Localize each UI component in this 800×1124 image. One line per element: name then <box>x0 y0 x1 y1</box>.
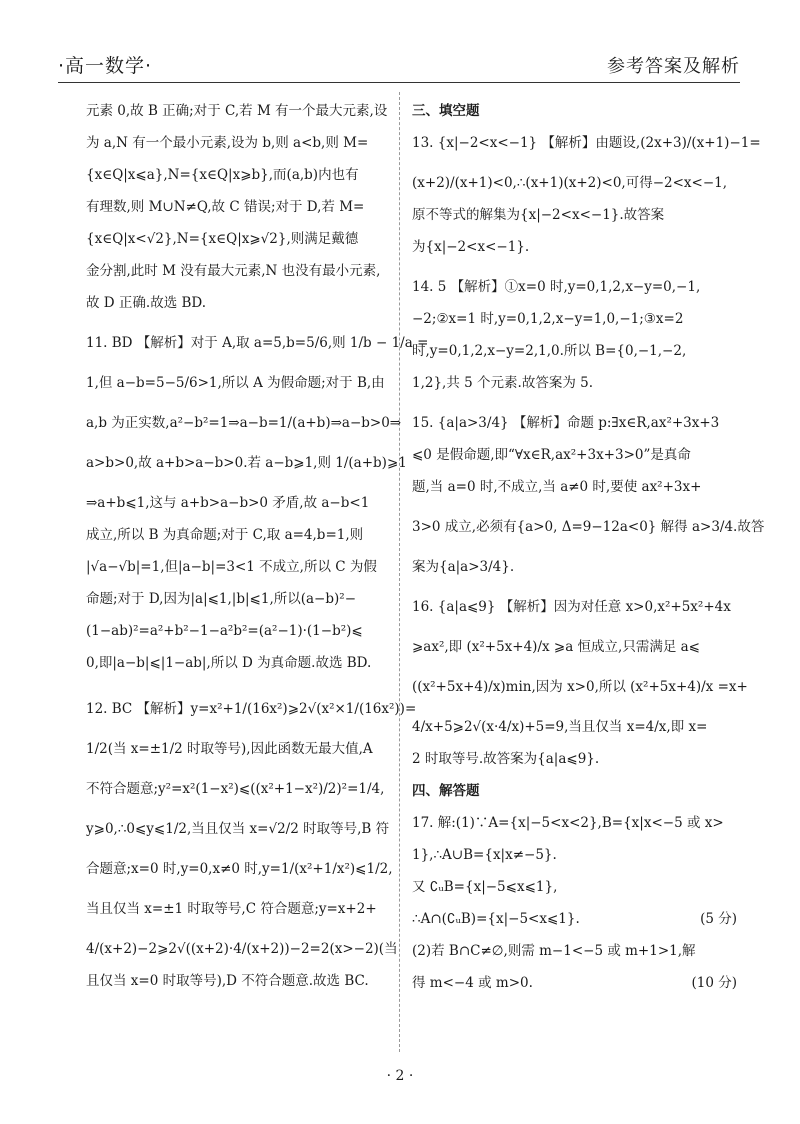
answer-15-line: 15. {a|a>3/4} 【解析】命题 p:∃x∈R,ax²+3x+3 <box>412 415 720 431</box>
score-label: (5 分) <box>700 911 737 927</box>
text-line: 3>0 成立,必须有{a>0, Δ=9−12a<0} 解得 a>3/4.故答 <box>412 519 765 535</box>
right-column <box>412 95 765 999</box>
text-line: 时,y=0,1,2,x−y=2,1,0.所以 B={0,−1,−2, <box>412 343 687 359</box>
page-number: · 2 · <box>386 1068 414 1084</box>
text-line: −2;②x=1 时,y=0,1,2,x−y=1,0,−1;③x=2 <box>412 311 684 327</box>
text-line: 金分割,此时 M 没有最大元素,N 也没有最小元素, <box>86 263 381 279</box>
text-line: ((x²+5x+4)/x)min,因为 x>0,所以 (x²+5x+4)/x =x+ <box>412 679 748 695</box>
text-line: 当且仅当 x=±1 时取等号,C 符合题意;y=x+2+ <box>86 901 377 917</box>
column-divider <box>399 92 400 1052</box>
text-line: 合题意;x=0 时,y=0,x≠0 时,y=1/(x²+1/x²)⩽1/2, <box>86 861 393 877</box>
text-line: ⩽0 是假命题,即“∀x∈R,ax²+3x+3>0”是真命 <box>412 447 691 463</box>
answer-11-line: 11. BD 【解析】对于 A,取 a=5,b=5/6,则 1/b − 1/a = <box>86 335 429 351</box>
text-line: 1,但 a−b=5−5/6>1,所以 A 为假命题;对于 B,由 <box>86 375 385 391</box>
text-line: (1−ab)²=a²+b²−1−a²b²=(a²−1)·(1−b²)⩽ <box>86 623 363 639</box>
header-subject: ·高一数学· <box>58 55 153 77</box>
text-line: 为{x|−2<x<−1}. <box>412 239 530 255</box>
header-title: 参考答案及解析 <box>607 56 740 77</box>
text-span: ∴A∩(∁ᵤB)={x|−5<x⩽1}. <box>412 911 580 927</box>
text-line: a,b 为正实数,a²−b²=1⇒a−b=1/(a+b)⇒a−b>0⇒ <box>86 415 402 431</box>
text-line <box>412 903 737 935</box>
header-rule <box>58 82 740 83</box>
text-line: 为 a,N 有一个最小元素,设为 b,则 a<b,则 M= <box>86 135 369 151</box>
text-line: 不符合题意;y²=x²(1−x²)⩽((x²+1−x²)/2)²=1/4, <box>86 781 385 797</box>
answer-13-line: 13. {x|−2<x<−1} 【解析】由题设,(2x+3)/(x+1)−1= <box>412 135 761 151</box>
text-line: 案为{a|a>3/4}. <box>412 559 515 575</box>
text-line: 4/(x+2)−2⩾2√((x+2)·4/(x+2))−2=2(x>−2)(当 <box>86 941 398 957</box>
text-line: 命题;对于 D,因为|a|⩽1,|b|⩽1,所以(a−b)²− <box>86 591 356 607</box>
text-line: a>b>0,故 a+b>a−b>0.若 a−b⩾1,则 1/(a+b)⩾1 <box>86 455 407 471</box>
text-line: 成立,所以 B 为真命题;对于 C,取 a=4,b=1,则 <box>86 527 364 543</box>
answer-17-line: 17. 解:(1)∵A={x|−5<x<2},B={x|x<−5 或 x> <box>412 815 724 831</box>
text-line: 故 D 正确.故选 BD. <box>86 295 207 311</box>
text-line: y⩾0,∴0⩽y⩽1/2,当且仅当 x=√2/2 时取等号,B 符 <box>86 821 390 837</box>
text-line: 且仅当 x=0 时取等号),D 不符合题意.故选 BC. <box>86 973 369 989</box>
answer-14-line: 14. 5 【解析】①x=0 时,y=0,1,2,x−y=0,−1, <box>412 279 701 295</box>
text-line: 又 ∁ᵤB={x|−5⩽x⩽1}, <box>412 879 558 895</box>
text-line: 有理数,则 M∪N≠Q,故 C 错误;对于 D,若 M= <box>86 199 365 215</box>
text-line: 2 时取等号.故答案为{a|a⩽9}. <box>412 751 600 767</box>
text-span: 得 m<−4 或 m>0. <box>412 975 533 991</box>
text-line: 元素 0,故 B 正确;对于 C,若 M 有一个最大元素,设 <box>86 103 388 119</box>
text-line: 题,当 a=0 时,不成立,当 a≠0 时,要使 ax²+3x+ <box>412 479 702 495</box>
text-line: {x∈Q|x<√2},N={x∈Q|x⩾√2},则满足戴德 <box>86 231 359 247</box>
text-line: (x+2)/(x+1)<0,∴(x+1)(x+2)<0,可得−2<x<−1, <box>412 175 728 191</box>
answer-16-line: 16. {a|a⩽9} 【解析】因为对任意 x>0,x²+5x²+4x <box>412 599 731 615</box>
section-heading-solutions: 四、解答题 <box>412 783 480 799</box>
text-line: ⇒a+b⩽1,这与 a+b>a−b>0 矛盾,故 a−b<1 <box>86 495 370 511</box>
text-line: 1},∴A∪B={x|x≠−5}. <box>412 847 557 863</box>
text-line: 1,2},共 5 个元素.故答案为 5. <box>412 375 593 391</box>
answer-12-line: 12. BC 【解析】y=x²+1/(16x²)⩾2√(x²×1/(16x²))= <box>86 701 417 717</box>
text-line: 原不等式的解集为{x|−2<x<−1}.故答案 <box>412 207 665 223</box>
text-line: {x∈Q|x⩽a},N={x∈Q|x⩾b},而(a,b)内也有 <box>86 167 359 183</box>
left-column <box>86 95 429 997</box>
page-header <box>58 44 740 78</box>
text-line: (2)若 B∩C≠∅,则需 m−1<−5 或 m+1>1,解 <box>412 943 696 959</box>
text-line <box>412 967 737 999</box>
score-label: (10 分) <box>691 975 737 991</box>
text-line: |√a−√b|=1,但|a−b|=3<1 不成立,所以 C 为假 <box>86 559 377 575</box>
text-line: 4/x+5⩾2√(x·4/x)+5=9,当且仅当 x=4/x,即 x= <box>412 719 708 735</box>
text-line: 0,即|a−b|⩽|1−ab|,所以 D 为真命题.故选 BD. <box>86 655 372 671</box>
text-line: ⩾ax²,即 (x²+5x+4)/x ⩾a 恒成立,只需满足 a⩽ <box>412 639 700 655</box>
text-line: 1/2(当 x=±1/2 时取等号),因此函数无最大值,A <box>86 741 373 757</box>
section-heading-fill-in: 三、填空题 <box>412 103 480 119</box>
